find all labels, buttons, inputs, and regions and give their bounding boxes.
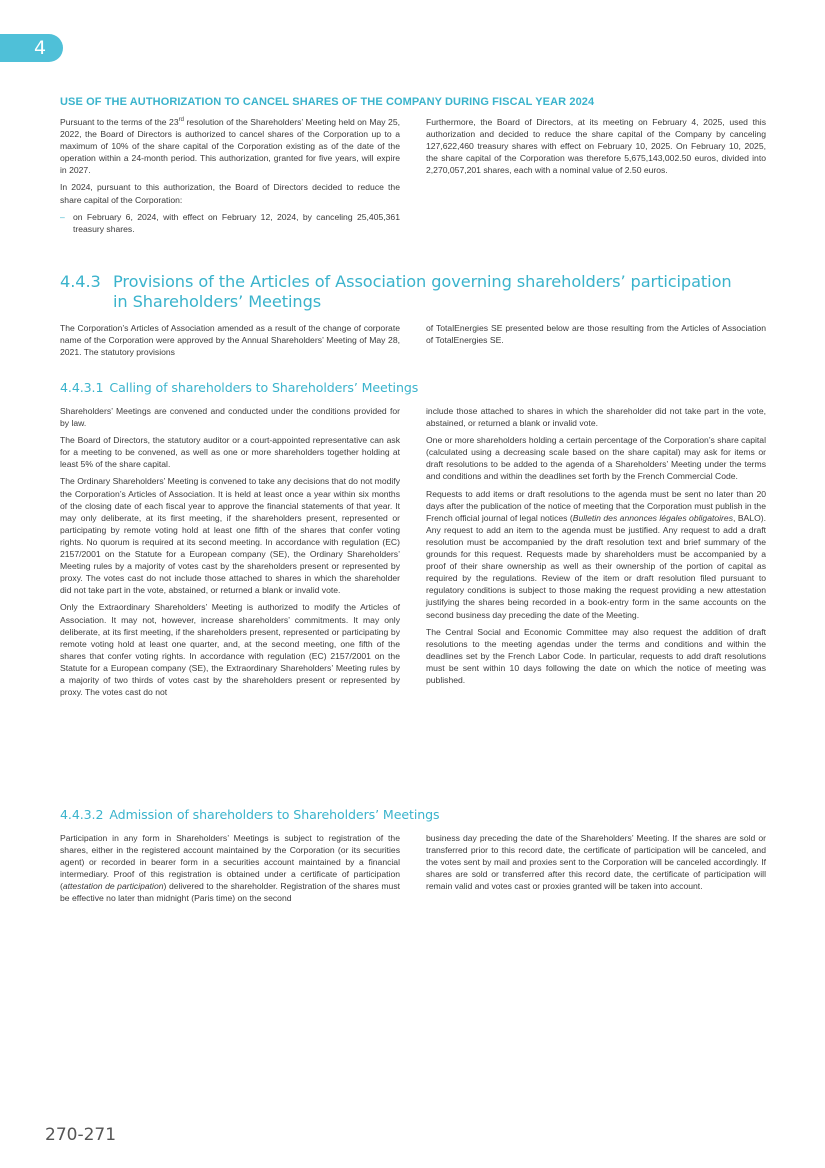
dash-bullet: – bbox=[60, 211, 65, 222]
section-4-4-3-right-column bbox=[426, 322, 766, 346]
admission-paragraph-1: Participation in any form in Shareholders’ Meetings is subject to registration of the shares, either in the registered account maintained by the Corporation (or its securities agent) or recorded in bearer form in a securities account maintained by a financial intermediary. Proof of this registration is obtained under a certificate of participation (attestation de participation) delivered to the shareholder. Registration of the shares must be effective no later than midnight (Paris time) on the second bbox=[60, 833, 400, 904]
cancel-shares-left-column bbox=[60, 116, 400, 235]
intro-paragraph-right: of TotalEnergies SE presented below are those resulting from the Articles of Association of TotalEnergies SE. bbox=[426, 323, 766, 346]
intro-paragraph-left: The Corporation’s Articles of Association amended as a result of the change of corporate name of the Corporation were approved by the Annual Shareholders’ Meeting of May 28, 2021. The statutory provisions bbox=[60, 323, 400, 358]
page-numbers: 270-271 bbox=[45, 1125, 117, 1145]
calling-paragraph-6: One or more shareholders holding a certain percentage of the Corporation’s share capital (calculated using a decreasing scale based on the share capital) may ask for items or draft resolutions to be added to the agenda of a Shareholders’ Meeting under the terms and conditions and within the deadlines set forth by the French Commercial Code. bbox=[426, 435, 766, 482]
cancel-bullet-list bbox=[60, 211, 400, 235]
calling-paragraph-2: The Board of Directors, the statutory auditor or a court-appointed representative can ask for a meeting to be convened, as well as one or more shareholders together holding at least 5% of the share capital. bbox=[60, 435, 400, 470]
subsection-number: 4.4.3.1 bbox=[60, 380, 104, 395]
chapter-number: 4 bbox=[34, 37, 47, 59]
cancel-shares-heading: USE OF THE AUTHORIZATION TO CANCEL SHARES OF THE COMPANY DURING FISCAL YEAR 2024 bbox=[60, 96, 595, 108]
list-item: – on February 6, 2024, with effect on February 12, 2024, by canceling 25,405,361 treasury shares. bbox=[60, 211, 400, 234]
section-title-line-2: in Shareholders’ Meetings bbox=[113, 291, 322, 311]
subsection-title: Admission of shareholders to Shareholders’ Meetings bbox=[109, 807, 440, 822]
calling-right-column bbox=[426, 405, 766, 686]
calling-paragraph-3: The Ordinary Shareholders’ Meeting is convened to take any decisions that do not modify the Corporation’s Articles of Association. It is held at least once a year within six months of the closing date of each fiscal year to approve the financial statements of that year. It may only deliberate, at its first meeting, if the shareholders present, represented or participating by remote voting hold at least one fifth of the shares that confer voting rights. No quorum is required at its second meeting. In accordance with regulation (EC) 2157/2001 on the Statute for a European company (SE), the Ordinary Shareholders’ Meeting rules by a majority of votes cast by the shareholders present or represented by proxy. The votes cast do not include those attached to shares in which the shareholder did not take part in the vote, abstained, or returned a blank or invalid vote. bbox=[60, 476, 400, 596]
section-number: 4.4.3 bbox=[60, 272, 101, 291]
subsection-number: 4.4.3.2 bbox=[60, 807, 104, 822]
calling-left-column bbox=[60, 405, 400, 698]
section-4-4-3-heading bbox=[60, 272, 780, 311]
calling-paragraph-5: include those attached to shares in which the shareholder did not take part in the vote, abstained, or returned a blank or invalid vote. bbox=[426, 406, 766, 429]
section-4-4-3-2-heading bbox=[60, 807, 780, 822]
section-4-4-3-left-column bbox=[60, 322, 400, 358]
cancel-shares-right-column bbox=[426, 116, 766, 176]
admission-right-column bbox=[426, 832, 766, 892]
cancel-paragraph-3: Furthermore, the Board of Directors, at its meeting on February 4, 2025, used this authorization and decided to reduce the share capital of the Company by canceling 127,622,460 treasury shares with effect on February 10, 2025. On February 10, 2025, the share capital of the Corporation was therefore 5,675,143,002.50 euros, divided into 2,270,057,201 shares, each with a nominal value of 2.50 euros. bbox=[426, 117, 766, 176]
cancel-paragraph-2: In 2024, pursuant to this authorization, the Board of Directors decided to reduce the share capital of the Corporation: bbox=[60, 182, 400, 205]
chapter-tab bbox=[0, 34, 63, 62]
calling-paragraph-4: Only the Extraordinary Shareholders’ Meeting is authorized to modify the Articles of Association. It may not, however, increase shareholders’ commitments. It may only deliberate, at its first meeting, if the shareholders present, represented or participating by remote voting hold at least one quarter, and, at the second meeting, one fifth of the shares that confer voting rights. In accordance with regulation (EC) 2157/2001 on the Statute for a European company (SE), the Extraordinary Shareholders’ Meeting rules by a majority of two thirds of votes cast by the shareholders present or represented by proxy. The votes cast do not bbox=[60, 602, 400, 698]
calling-paragraph-1: Shareholders’ Meetings are convened and conducted under the conditions provided for by law. bbox=[60, 406, 400, 429]
subsection-title: Calling of shareholders to Shareholders’ Meetings bbox=[109, 380, 419, 395]
calling-paragraph-8: The Central Social and Economic Committee may also request the addition of draft resolutions to the meeting agendas under the terms and conditions and within the deadlines set by the French Labor Code. In particular, requests to add draft resolutions must be sent within 10 days following the date on which the notice of meeting was published. bbox=[426, 626, 766, 685]
calling-paragraph-7: Requests to add items or draft resolutions to the agenda must be sent no later than 20 days after the publication of the notice of meeting that the Corporation must publish in the French official journal of legal notices (Bulletin des annonces légales obligatoires, BALO). Any request to add an item to the agenda must be justified. Any request to add a draft resolution must be accompanied by the draft resolution text and brief summary of the grounds for this request. Requests made by shareholders must be accompanied by a proof of their share ownership as well as their ownership of the portion of capital as required by the regulations. Review of the item or draft resolution filed pursuant to regulatory conditions is subject to those making the request providing a new attestation justifying the shares being recorded in a book-entry form in the same accounts on the second business day preceding the date of the Meeting. bbox=[426, 488, 766, 620]
section-title-line-1: Provisions of the Articles of Association governing shareholders’ participation bbox=[113, 272, 732, 291]
cancel-paragraph-1: Pursuant to the terms of the 23rd resolution of the Shareholders’ Meeting held on May 25, 2022, the Board of Directors is authorized to cancel shares of the Corporation up to a maximum of 10% of the share capital of the Corporation existing as of the date of the operation within a 24-month period. This authorization, granted for five years, will expire in 2027. bbox=[60, 117, 400, 176]
section-4-4-3-1-heading bbox=[60, 380, 780, 395]
admission-left-column bbox=[60, 832, 400, 905]
admission-paragraph-2: business day preceding the date of the Shareholders’ Meeting. If the shares are sold or transferred prior to this record date, the certificate of participation will be canceled, and the votes sent by mail and proxies sent to the Corporation will be canceled accordingly. If shares are sold or transferred after this record date, the certificate of participation will remain valid and votes cast or proxies granted will be taken into account. bbox=[426, 833, 766, 892]
